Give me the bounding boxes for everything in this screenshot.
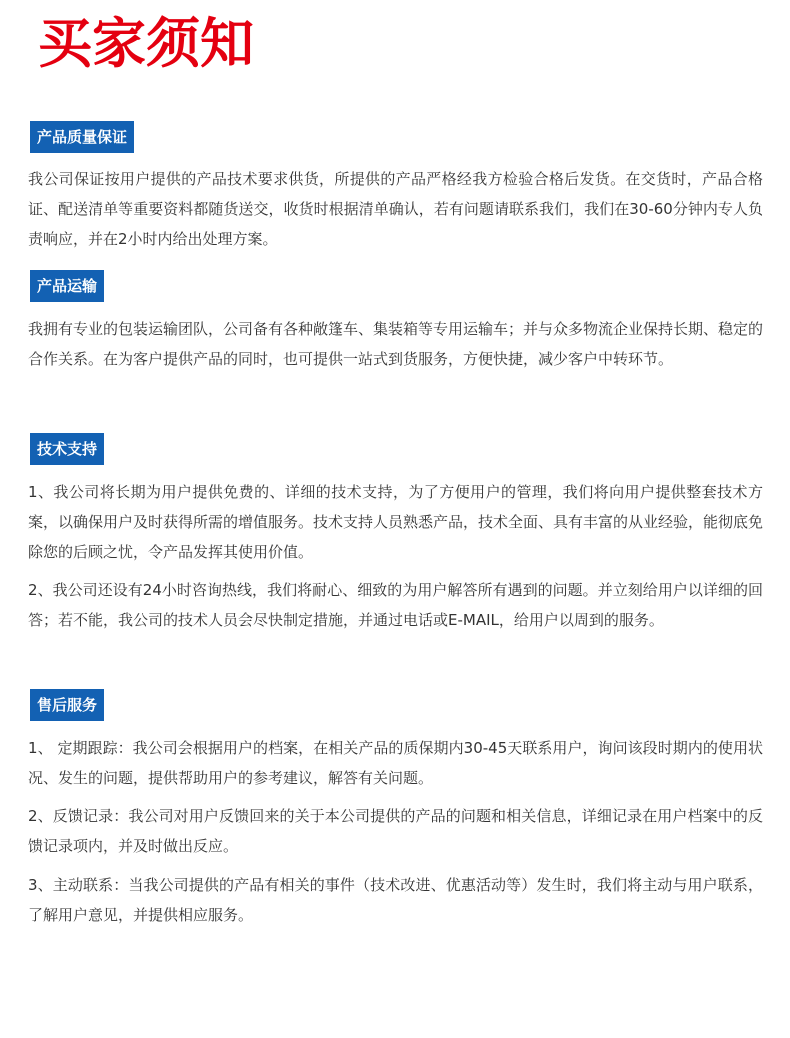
section-heading-aftersales: 售后服务	[30, 689, 104, 721]
support-paragraph-2: 2、我公司还设有24小时咨询热线，我们将耐心、细致的为用户解答所有遇到的问题。并立刻给用户以详细的回答；若不能，我公司的技术人员会尽快制定措施，并通过电话或E-MAIL，给用户以周到的服务。	[28, 581, 763, 629]
section-heading-quality: 产品质量保证	[30, 121, 134, 153]
page-title: 买家须知	[38, 12, 254, 75]
aftersales-paragraph-3: 3、主动联系：当我公司提供的产品有相关的事件（技术改进、优惠活动等）发生时，我们将主动与用户联系，了解用户意见，并提供相应服务。	[28, 876, 763, 924]
support-paragraph-1: 1、我公司将长期为用户提供免费的、详细的技术支持，为了方便用户的管理，我们将向用户提供整套技术方案，以确保用户及时获得所需的增值服务。技术支持人员熟悉产品，技术全面、具有丰富的从业经验，能彻底免除您的后顾之忧，令产品发挥其使用价值。	[28, 483, 764, 561]
transport-paragraph: 我拥有专业的包装运输团队，公司备有各种敞篷车、集装箱等专用运输车；并与众多物流企业保持长期、稳定的合作关系。在为客户提供产品的同时，也可提供一站式到货服务，方便快捷，减少客户中转环节。	[28, 320, 764, 368]
section-heading-support: 技术支持	[30, 433, 104, 465]
aftersales-paragraph-1: 1、 定期跟踪：我公司会根据用户的档案，在相关产品的质保期内30-45天联系用户，询问该段时期内的使用状况、发生的问题，提供帮助用户的参考建议，解答有关问题。	[28, 739, 763, 787]
quality-paragraph: 我公司保证按用户提供的产品技术要求供货，所提供的产品严格经我方检验合格后发货。在交货时，产品合格证、配送清单等重要资料都随货送交，收货时根据清单确认，若有问题请联系我们，我们在30-60分钟内专人负责响应，并在2小时内给出处理方案。	[28, 170, 763, 248]
aftersales-paragraph-2: 2、反馈记录：我公司对用户反馈回来的关于本公司提供的产品的问题和相关信息，详细记录在用户档案中的反馈记录项内，并及时做出反应。	[28, 807, 763, 855]
section-heading-transport: 产品运输	[30, 270, 104, 302]
